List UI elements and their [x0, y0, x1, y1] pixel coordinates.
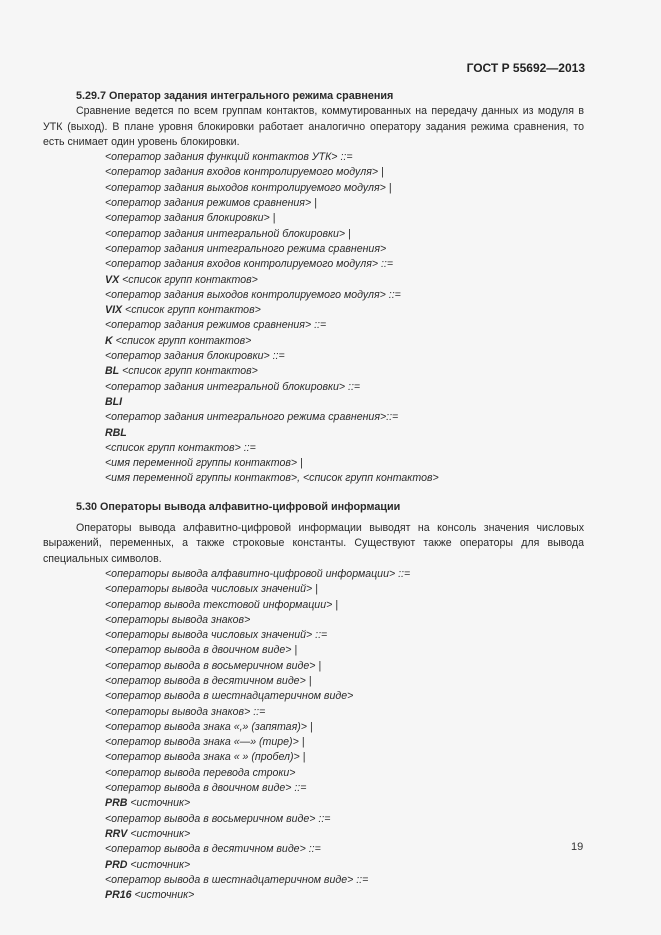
- grammar-line: [43, 567, 584, 582]
- grammar-block-5-29-7: [43, 150, 584, 487]
- grammar-text: <оператор задания интегрального режима сравнения>: [105, 242, 387, 255]
- grammar-text: <оператор задания блокировки> |: [105, 212, 276, 225]
- grammar-line: [43, 628, 584, 643]
- grammar-text: <оператор вывода знака «—» (тире)> |: [105, 736, 305, 749]
- grammar-line: [43, 888, 584, 903]
- document-header-standard: ГОСТ Р 55692—2013: [466, 61, 585, 75]
- grammar-text: <оператор задания входов контролируемого модуля> ::=: [105, 258, 394, 271]
- grammar-line: [43, 242, 584, 257]
- grammar-keyword: BL: [105, 365, 120, 378]
- grammar-keyword: VX: [105, 273, 120, 286]
- grammar-text: <оператор задания интегральной блокировки> |: [105, 227, 351, 240]
- grammar-line: [43, 613, 584, 628]
- grammar-line: [43, 273, 584, 288]
- grammar-text: <операторы вывода знаков>: [105, 613, 251, 626]
- grammar-line: [43, 334, 584, 349]
- grammar-text: <оператор вывода в восьмеричном виде> |: [105, 659, 322, 672]
- grammar-text: <список групп контактов>: [119, 273, 258, 286]
- grammar-line: [43, 349, 584, 364]
- grammar-text: <операторы вывода знаков> ::=: [105, 705, 266, 718]
- grammar-line: [43, 705, 584, 720]
- grammar-text: <источник>: [131, 889, 195, 902]
- grammar-text: <источник>: [127, 858, 191, 871]
- grammar-line: [43, 426, 584, 441]
- grammar-line: [43, 750, 584, 765]
- grammar-line: [43, 643, 584, 658]
- grammar-line: [43, 471, 584, 486]
- grammar-line: [43, 812, 584, 827]
- grammar-text: <оператор вывода перевода строки>: [105, 766, 296, 779]
- page-content: [43, 89, 584, 903]
- grammar-text: <оператор вывода в десятичном виде> |: [105, 674, 312, 687]
- grammar-text: <оператор задания режимов сравнения> ::=: [105, 319, 327, 332]
- grammar-text: <оператор задания функций контактов УТК> ::=: [105, 151, 353, 164]
- grammar-text: <оператор задания режимов сравнения> |: [105, 197, 317, 210]
- grammar-line: [43, 395, 584, 410]
- grammar-keyword: PRB: [105, 797, 128, 810]
- grammar-line: [43, 827, 584, 842]
- page-number: 19: [571, 841, 584, 853]
- grammar-line: [43, 364, 584, 379]
- grammar-line: [43, 288, 584, 303]
- grammar-text: <источник>: [127, 797, 191, 810]
- grammar-line: [43, 211, 584, 226]
- grammar-line: [43, 674, 584, 689]
- grammar-text: <операторы вывода числовых значений> |: [105, 583, 318, 596]
- grammar-line: [43, 303, 584, 318]
- section-heading-5-29-7: 5.29.7 Оператор задания интегрального режима сравнения: [76, 90, 394, 102]
- grammar-line: [43, 196, 584, 211]
- grammar-text: <оператор вывода знака «,» (запятая)> |: [105, 720, 313, 733]
- grammar-text: <оператор вывода в восьмеричном виде> ::=: [105, 812, 331, 825]
- grammar-text: <оператор вывода в шестнадцатеричном виде> ::=: [105, 873, 369, 886]
- grammar-text: <оператор задания интегральной блокировки> ::=: [105, 380, 361, 393]
- grammar-keyword: RBL: [105, 426, 127, 439]
- grammar-text: <оператор вывода в шестнадцатеричном виде>: [105, 690, 354, 703]
- grammar-line: [43, 796, 584, 811]
- grammar-text: <оператор задания блокировки> ::=: [105, 350, 285, 363]
- grammar-text: <оператор задания интегрального режима сравнения>::=: [105, 411, 399, 424]
- grammar-line: [43, 582, 584, 597]
- grammar-line: [43, 598, 584, 613]
- grammar-text: <список групп контактов>: [122, 304, 261, 317]
- grammar-text: <имя переменной группы контактов>, <список групп контактов>: [105, 472, 439, 485]
- grammar-text: <оператор вывода в десятичном виде> ::=: [105, 843, 321, 856]
- grammar-text: <оператор вывода текстовой информации> |: [105, 598, 338, 611]
- grammar-line: [43, 842, 584, 857]
- grammar-keyword: PRD: [105, 858, 128, 871]
- grammar-line: [43, 456, 584, 471]
- grammar-keyword: VIX: [105, 304, 123, 317]
- grammar-line: [43, 318, 584, 333]
- grammar-line: [43, 735, 584, 750]
- grammar-block-5-30: [43, 567, 584, 904]
- grammar-line: [43, 858, 584, 873]
- grammar-text: <список групп контактов> ::=: [105, 441, 256, 454]
- section-paragraph-5-29-7: Сравнение ведется по всем группам контактов, коммутированных на передачу данных из модуля в УТК (выход). В плане уровня блокировки работает аналогично оператору задания режима сравнения, то есть снимает один уровень блокировки.: [43, 105, 584, 148]
- grammar-text: <операторы вывода алфавитно-цифровой информации> ::=: [105, 567, 411, 580]
- grammar-text: <оператор задания выходов контролируемого модуля> ::=: [105, 288, 401, 301]
- grammar-line: [43, 781, 584, 796]
- grammar-text: <операторы вывода числовых значений> ::=: [105, 629, 328, 642]
- grammar-text: <оператор задания входов контролируемого модуля> |: [105, 166, 384, 179]
- grammar-line: [43, 441, 584, 456]
- grammar-keyword: BLI: [105, 395, 123, 408]
- grammar-text: <оператор вывода знака « » (пробел)> |: [105, 751, 306, 764]
- section-paragraph-5-30: Операторы вывода алфавитно-цифровой информации выводят на консоль значения числовых выражений, переменных, а также строковые константы. Существуют также операторы для вывода специальных символов.: [43, 522, 584, 565]
- grammar-keyword: PR16: [105, 889, 132, 902]
- grammar-line: [43, 181, 584, 196]
- grammar-text: <оператор задания выходов контролируемого модуля> |: [105, 181, 392, 194]
- grammar-text: <источник>: [127, 827, 191, 840]
- grammar-text: <оператор вывода в двоичном виде> ::=: [105, 782, 307, 795]
- grammar-line: [43, 227, 584, 242]
- grammar-line: [43, 873, 584, 888]
- grammar-line: [43, 165, 584, 180]
- grammar-text: <имя переменной группы контактов> |: [105, 457, 303, 470]
- grammar-line: [43, 380, 584, 395]
- grammar-line: [43, 150, 584, 165]
- grammar-keyword: RRV: [105, 827, 128, 840]
- grammar-line: [43, 720, 584, 735]
- grammar-text: <оператор вывода в двоичном виде> |: [105, 644, 298, 657]
- grammar-text: <список групп контактов>: [119, 365, 258, 378]
- grammar-line: [43, 257, 584, 272]
- grammar-line: [43, 410, 584, 425]
- grammar-line: [43, 659, 584, 674]
- grammar-line: [43, 689, 584, 704]
- grammar-line: [43, 766, 584, 781]
- section-heading-5-30: 5.30 Операторы вывода алфавитно-цифровой информации: [76, 500, 401, 513]
- grammar-keyword: K: [105, 334, 113, 347]
- grammar-text: <список групп контактов>: [112, 334, 252, 347]
